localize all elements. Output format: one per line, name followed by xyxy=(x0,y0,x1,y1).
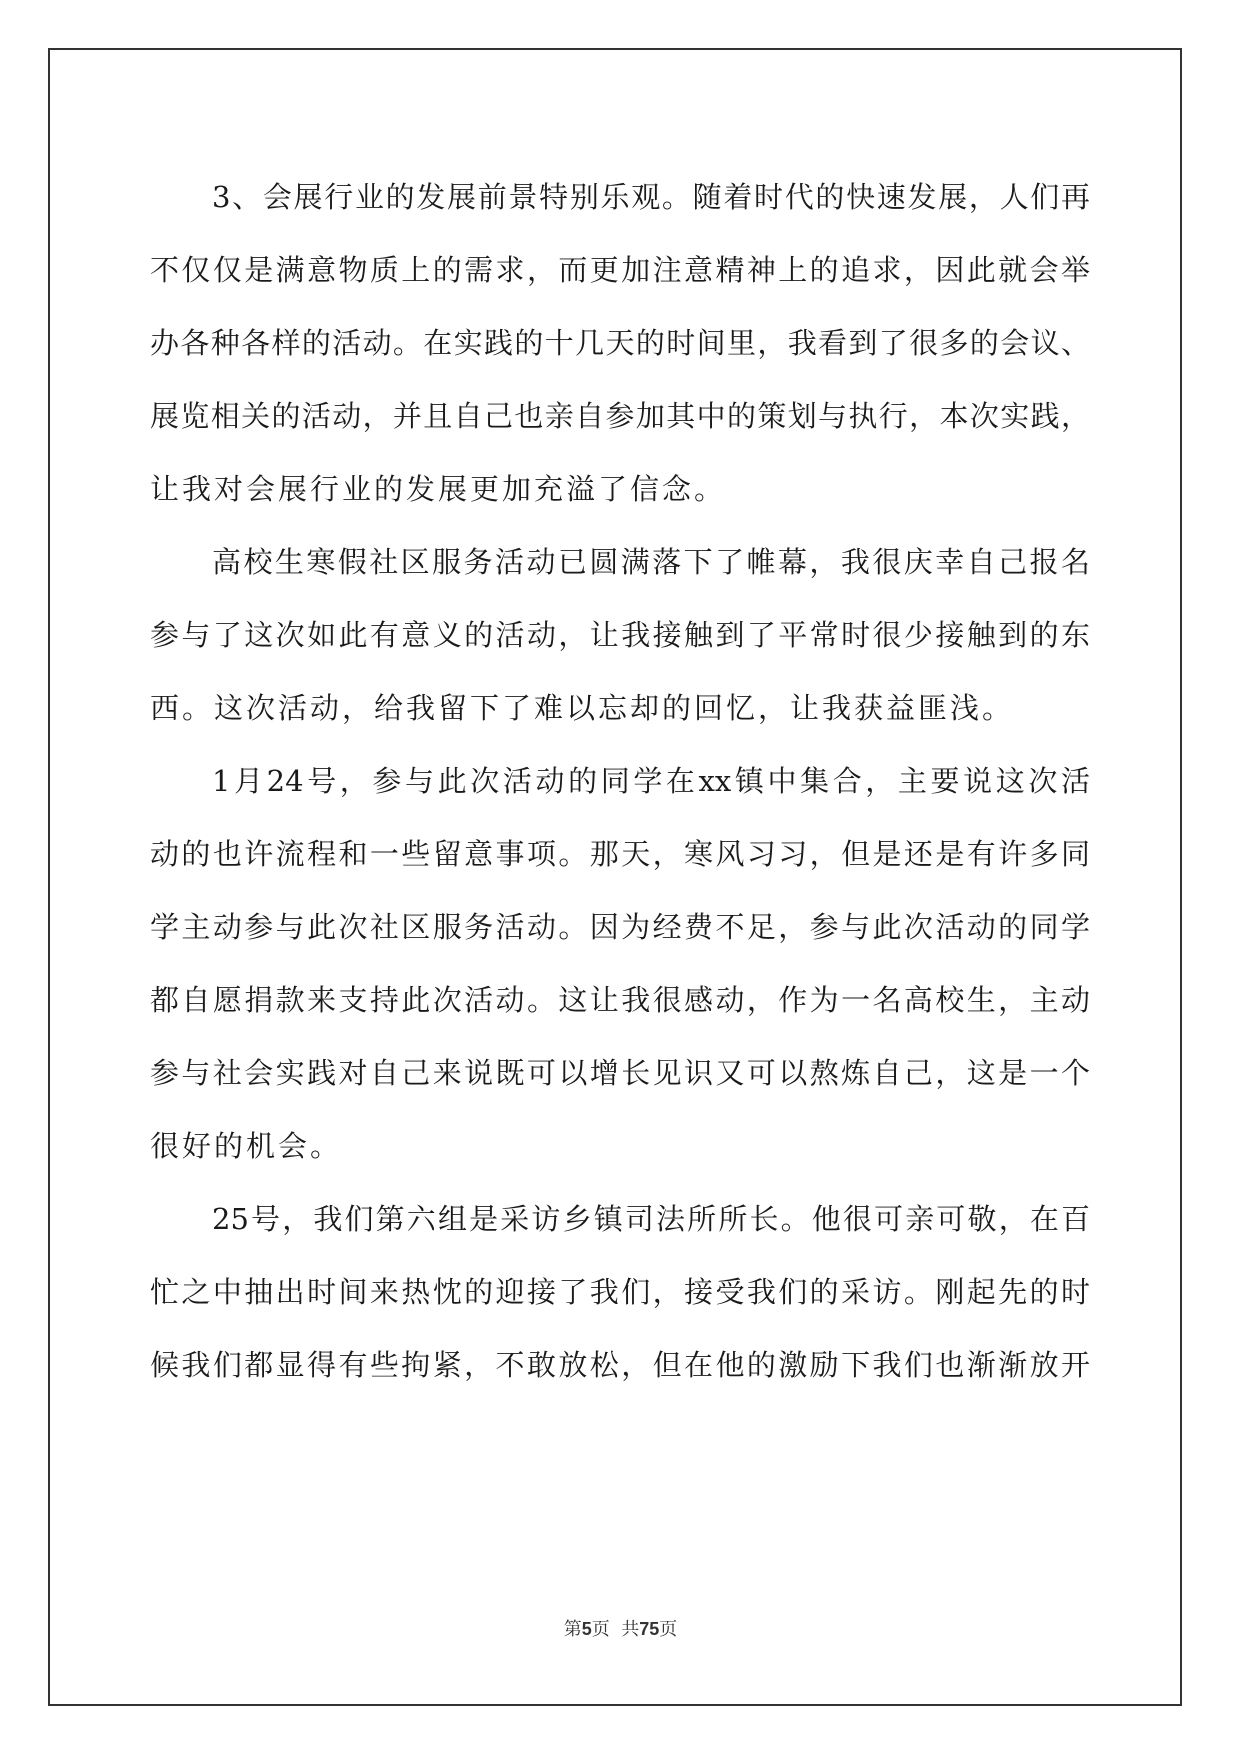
footer-page-suffix: 页 xyxy=(659,1619,678,1640)
footer-page-mid: 页 共 xyxy=(591,1619,640,1640)
text-line: 西。这次活动，给我留下了难以忘却的回忆，让我获益匪浅。 xyxy=(150,691,1015,725)
text-line: 不仅仅是满意物质上的需求，而更加注意精神上的追求，因此就会举 xyxy=(150,253,1090,287)
text-line: 动的也许流程和一些留意事项。那天，寒风习习，但是还是有许多同 xyxy=(150,837,1090,871)
text-line: 让我对会展行业的发展更加充溢了信念。 xyxy=(150,472,727,506)
footer-total-pages: 75 xyxy=(639,1619,660,1639)
text-line: 很好的机会。 xyxy=(150,1129,343,1163)
text-line: 参与了这次如此有意义的活动，让我接触到了平常时很少接触到的东 xyxy=(150,618,1090,652)
footer-page-prefix: 第 xyxy=(563,1619,582,1640)
text-line: 3、会展行业的发展前景特别乐观。随着时代的快速发展，人们再 xyxy=(212,180,1090,214)
text-line: 高校生寒假社区服务活动已圆满落下了帷幕，我很庆幸自己报名 xyxy=(212,545,1090,579)
text-line: 展览相关的活动，并且自己也亲自参加其中的策划与执行，本次实践， xyxy=(150,399,1090,433)
text-line: 1月24号，参与此次活动的同学在xx镇中集合，主要说这次活 xyxy=(212,764,1090,798)
document-body xyxy=(150,161,1090,1402)
text-line: 参与社会实践对自己来说既可以增长见识又可以熬炼自己，这是一个 xyxy=(150,1056,1090,1090)
text-line: 忙之中抽出时间来热忱的迎接了我们，接受我们的采访。刚起先的时 xyxy=(150,1275,1090,1309)
text-line: 办各种各样的活动。在实践的十几天的时间里，我看到了很多的会议、 xyxy=(150,326,1090,360)
text-line: 25号，我们第六组是采访乡镇司法所所长。他很可亲可敬，在百 xyxy=(212,1202,1090,1236)
footer-page-number: 5 xyxy=(581,1619,592,1639)
text-line: 候我们都显得有些拘紧，不敢放松，但在他的激励下我们也渐渐放开 xyxy=(150,1348,1090,1382)
page-footer xyxy=(0,1617,1241,1642)
text-line: 学主动参与此次社区服务活动。因为经费不足，参与此次活动的同学 xyxy=(150,910,1090,944)
text-line: 都自愿捐款来支持此次活动。这让我很感动，作为一名高校生，主动 xyxy=(150,983,1090,1017)
